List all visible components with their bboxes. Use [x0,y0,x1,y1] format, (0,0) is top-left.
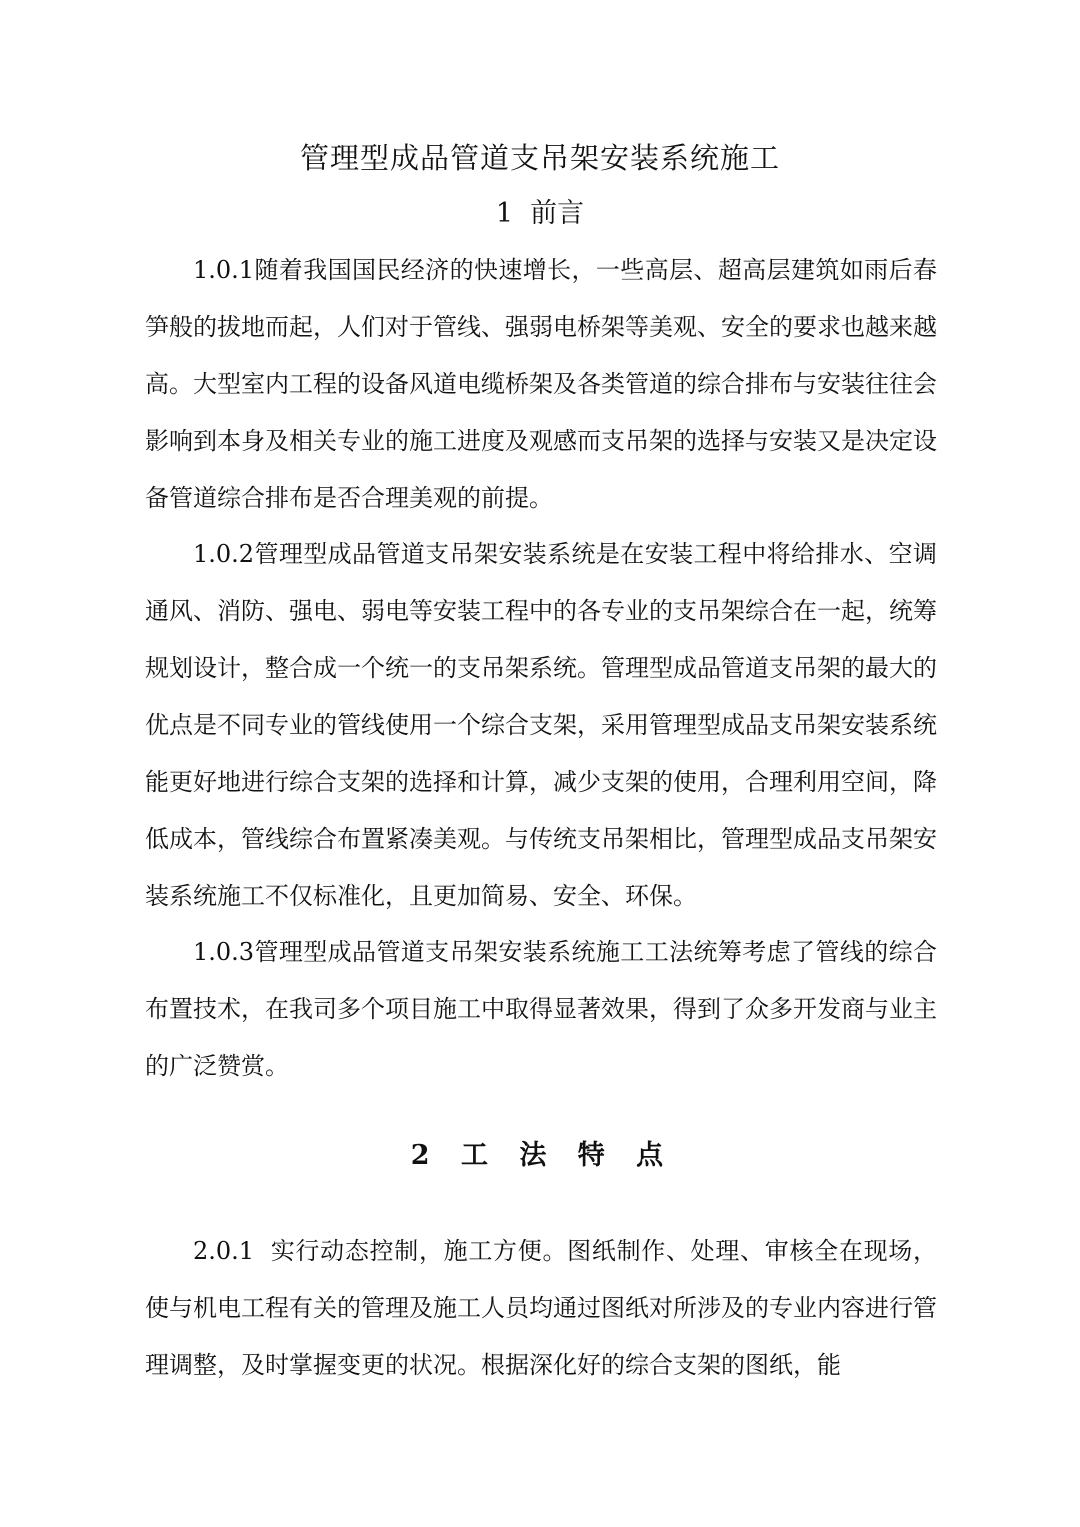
paragraph-1-0-2: 1.0.2管理型成品管道支吊架安装系统是在安装工程中将给排水、空调通风、消防、强电、弱电等安装工程中的各专业的支吊架综合在一起，统筹规划设计，整合成一个统一的支吊架系统。管理型成品管道支吊架的最大的优点是不同专业的管线使用一个综合支架，采用管理型成品支吊架安装系统能更好地进行综合支架的选择和计算，减少支架的使用，合理利用空间，降低成本，管线综合布置紧凑美观。与传统支吊架相比，管理型成品支吊架安装系统施工不仅标准化，且更加简易、安全、环保。 [145,540,937,910]
paragraph-1-0-3: 1.0.3管理型成品管道支吊架安装系统施工工法统筹考虑了管线的综合布置技术，在我司多个项目施工中取得显著效果，得到了众多开发商与业主的广泛赞赏。 [145,938,937,1080]
document-title: 管理型成品管道支吊架安装系统施工 [299,141,780,175]
section-2-heading: 2 工 法 特 点 [410,1140,670,1171]
paragraph-2-0-1: 2.0.1 实行动态控制，施工方便。图纸制作、处理、审核全在现场，使与机电工程有关的管理及施工人员均通过图纸对所涉及的专业内容进行管理调整，及时掌握变更的状况。根据深化好的综合支架的图纸，能 [145,1237,937,1379]
section-1-heading: 1 前言 [495,198,585,229]
paragraph-1-0-1: 1.0.1随着我国国民经济的快速增长，一些高层、超高层建筑如雨后春笋般的拔地而起，人们对于管线、强弱电桥架等美观、安全的要求也越来越高。大型室内工程的设备风道电缆桥架及各类管道的综合排布与安装往往会影响到本身及相关专业的施工进度及观感而支吊架的选择与安装又是决定设备管道综合排布是否合理美观的前提。 [145,256,937,512]
